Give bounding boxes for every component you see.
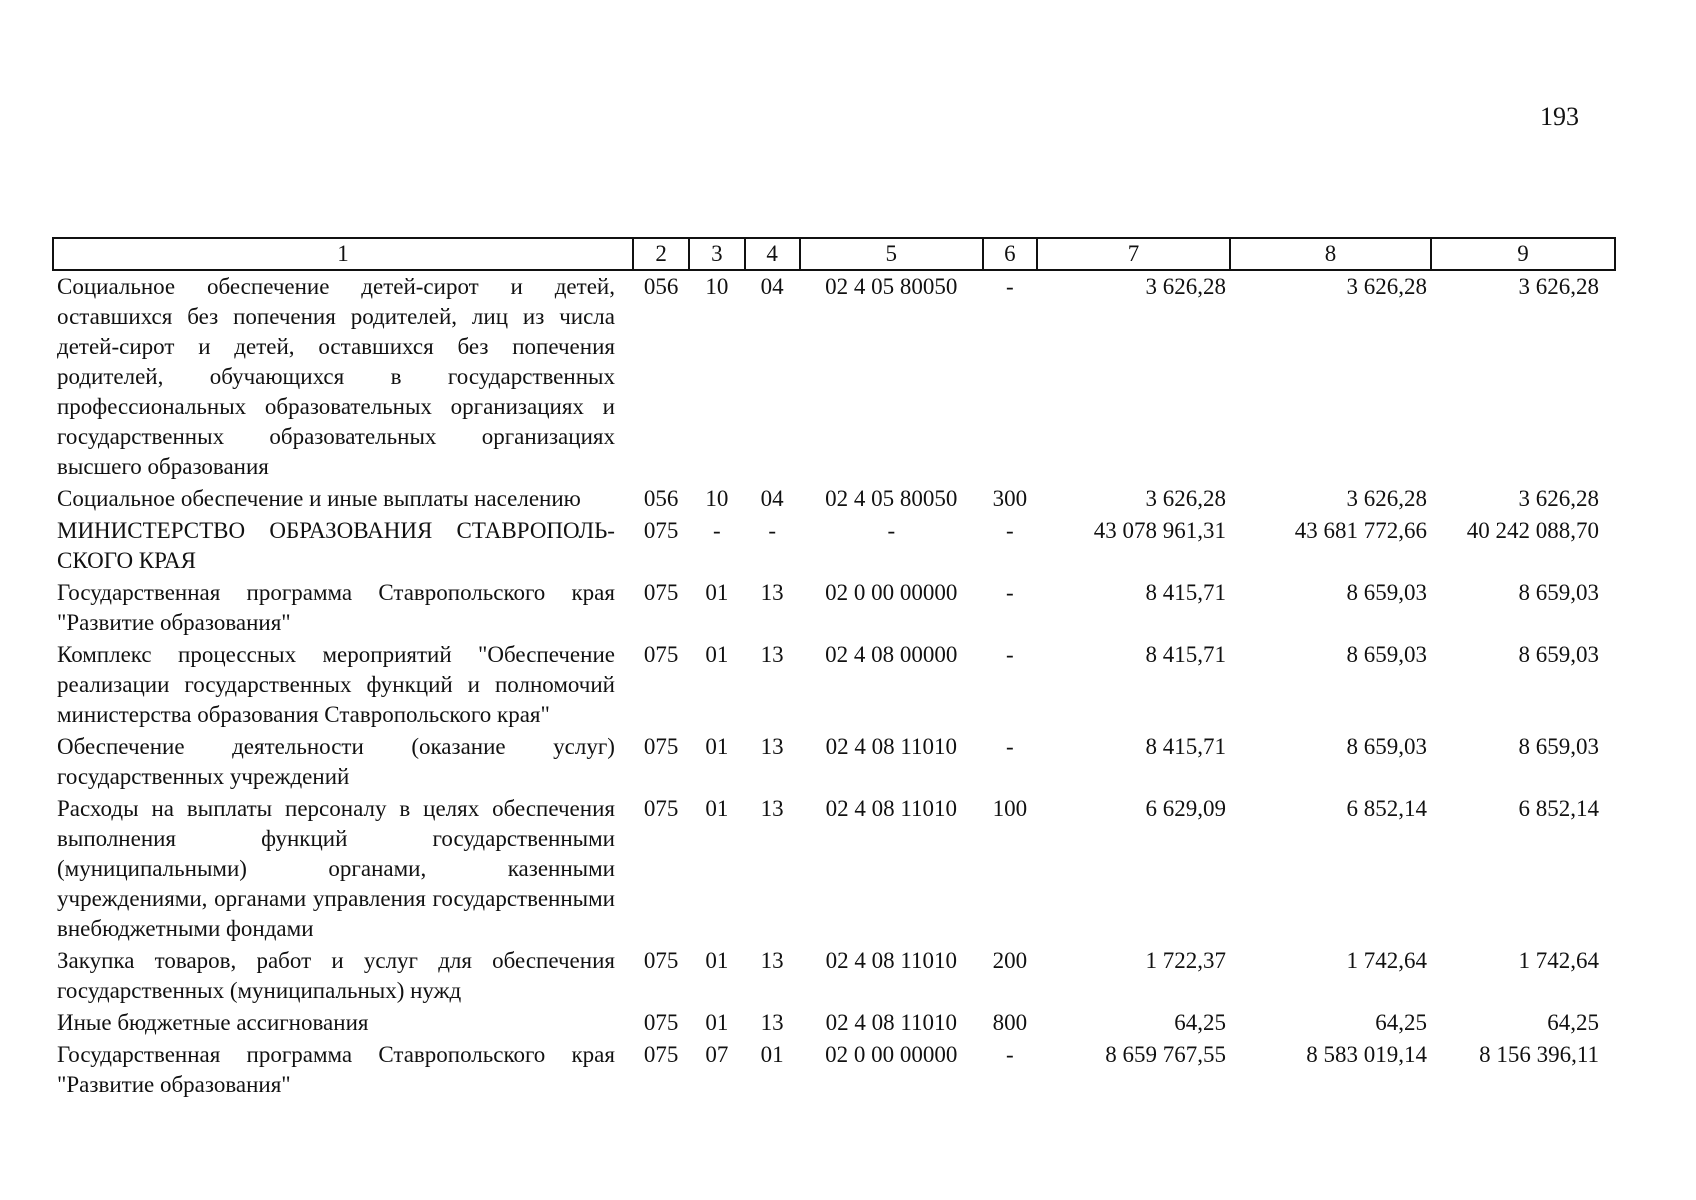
cell-col2: 056 bbox=[643, 486, 679, 511]
cell-col3: 01 bbox=[705, 734, 729, 759]
cell-col5: 02 0 00 00000 bbox=[825, 580, 958, 605]
cell-col9: 64,25 bbox=[1547, 1010, 1599, 1035]
cell-col3: - bbox=[713, 518, 721, 543]
cell-col2: 075 bbox=[643, 518, 679, 543]
cell-col9: 1 742,64 bbox=[1518, 948, 1599, 973]
cell-col3: 10 bbox=[705, 486, 729, 511]
column-header-8: 8 bbox=[1230, 238, 1431, 270]
cell-col4: 13 bbox=[760, 580, 784, 605]
column-header-4: 4 bbox=[745, 238, 800, 270]
table-row bbox=[53, 577, 1615, 639]
column-header-5: 5 bbox=[800, 238, 983, 270]
cell-col6: - bbox=[1006, 734, 1014, 759]
cell-col6: 100 bbox=[992, 796, 1028, 821]
cell-col2: 075 bbox=[643, 642, 679, 667]
cell-col2: 056 bbox=[643, 274, 679, 299]
cell-col9: 8 659,03 bbox=[1518, 642, 1599, 667]
cell-col6: - bbox=[1006, 1042, 1014, 1067]
cell-col7: 43 078 961,31 bbox=[1093, 518, 1226, 543]
cell-col7: 8 415,71 bbox=[1145, 642, 1226, 667]
row-name: Государственная программа Ставропольского края "Развитие образования" bbox=[57, 1042, 615, 1097]
cell-col5: 02 0 00 00000 bbox=[825, 1042, 958, 1067]
column-header-3: 3 bbox=[689, 238, 744, 270]
cell-col3: 01 bbox=[705, 796, 729, 821]
budget-table bbox=[52, 237, 1616, 1101]
row-name: Социальное обеспечение и иные выплаты населению bbox=[57, 486, 581, 511]
cell-col8: 6 852,14 bbox=[1346, 796, 1427, 821]
cell-col4: 13 bbox=[760, 642, 784, 667]
table-row bbox=[53, 483, 1615, 515]
table-row bbox=[53, 1007, 1615, 1039]
table-row bbox=[53, 945, 1615, 1007]
cell-col8: 8 583 019,14 bbox=[1306, 1042, 1427, 1067]
cell-col2: 075 bbox=[643, 948, 679, 973]
table-row bbox=[53, 639, 1615, 731]
column-header-2: 2 bbox=[633, 238, 689, 270]
cell-col9: 8 156 396,11 bbox=[1479, 1042, 1599, 1067]
cell-col8: 64,25 bbox=[1375, 1010, 1427, 1035]
row-name: Расходы на выплаты персоналу в целях обеспечения выполнения функций государственными (муниципальными) органами, казенными учреждениями, органами управления государственными внебюджетными фондами bbox=[57, 796, 615, 941]
cell-col3: 07 bbox=[705, 1042, 729, 1067]
cell-col6: - bbox=[1006, 518, 1014, 543]
cell-col5: - bbox=[887, 518, 896, 543]
cell-col8: 3 626,28 bbox=[1346, 274, 1427, 299]
cell-col6: 800 bbox=[992, 1010, 1028, 1035]
row-name: Социальное обеспечение детей-сирот и детей, оставшихся без попечения родителей, лиц из числа детей-сирот и детей, оставшихся без попечения родителей, обучающихся в государственных профессиональных образовательных организациях и государственных образовательных организациях высшего образования bbox=[57, 274, 615, 479]
row-name: Государственная программа Ставропольского края "Развитие образования" bbox=[57, 580, 615, 635]
table-row bbox=[53, 793, 1615, 945]
cell-col5: 02 4 08 11010 bbox=[825, 796, 957, 821]
cell-col4: - bbox=[768, 518, 776, 543]
cell-col8: 8 659,03 bbox=[1346, 734, 1427, 759]
cell-col4: 13 bbox=[760, 1010, 784, 1035]
row-name: Комплекс процессных мероприятий "Обеспечение реализации государственных функций и полномочий министерства образования Ставропольского края" bbox=[57, 642, 615, 727]
cell-col7: 8 659 767,55 bbox=[1105, 1042, 1226, 1067]
cell-col5: 02 4 05 80050 bbox=[825, 274, 958, 299]
column-header-6: 6 bbox=[983, 238, 1037, 270]
cell-col3: 01 bbox=[705, 580, 729, 605]
cell-col8: 3 626,28 bbox=[1346, 486, 1427, 511]
cell-col9: 3 626,28 bbox=[1518, 486, 1599, 511]
cell-col8: 8 659,03 bbox=[1346, 642, 1427, 667]
cell-col3: 01 bbox=[705, 642, 729, 667]
cell-col4: 13 bbox=[760, 948, 784, 973]
cell-col9: 8 659,03 bbox=[1518, 580, 1599, 605]
cell-col5: 02 4 08 11010 bbox=[825, 948, 957, 973]
column-header-9: 9 bbox=[1431, 238, 1615, 270]
cell-col4: 01 bbox=[760, 1042, 784, 1067]
table-row bbox=[53, 270, 1615, 483]
cell-col2: 075 bbox=[643, 1042, 679, 1067]
cell-col6: 200 bbox=[992, 948, 1028, 973]
cell-col9: 40 242 088,70 bbox=[1466, 518, 1599, 543]
row-name: Закупка товаров, работ и услуг для обеспечения государственных (муниципальных) нужд bbox=[57, 948, 615, 1003]
cell-col3: 01 bbox=[705, 948, 729, 973]
cell-col6: - bbox=[1006, 580, 1014, 605]
cell-col5: 02 4 05 80050 bbox=[825, 486, 958, 511]
cell-col7: 3 626,28 bbox=[1145, 274, 1226, 299]
page-number: 193 bbox=[1540, 102, 1579, 131]
cell-col9: 6 852,14 bbox=[1518, 796, 1599, 821]
cell-col7: 8 415,71 bbox=[1145, 580, 1226, 605]
cell-col9: 3 626,28 bbox=[1518, 274, 1599, 299]
cell-col6: - bbox=[1006, 274, 1014, 299]
cell-col5: 02 4 08 11010 bbox=[825, 734, 957, 759]
cell-col6: - bbox=[1006, 642, 1014, 667]
column-header-1: 1 bbox=[53, 238, 633, 270]
cell-col7: 3 626,28 bbox=[1145, 486, 1226, 511]
table-row bbox=[53, 1039, 1615, 1101]
cell-col5: 02 4 08 00000 bbox=[825, 642, 958, 667]
cell-col4: 13 bbox=[760, 734, 784, 759]
cell-col2: 075 bbox=[643, 796, 679, 821]
cell-col4: 13 bbox=[760, 796, 784, 821]
cell-col8: 8 659,03 bbox=[1346, 580, 1427, 605]
table-row bbox=[53, 515, 1615, 577]
cell-col6: 300 bbox=[992, 486, 1028, 511]
row-name: Обеспечение деятельности (оказание услуг) государственных учреждений bbox=[57, 734, 615, 789]
header-row bbox=[53, 238, 1615, 270]
column-header-7: 7 bbox=[1037, 238, 1230, 270]
cell-col3: 01 bbox=[705, 1010, 729, 1035]
table-body bbox=[53, 270, 1615, 1101]
cell-col7: 64,25 bbox=[1174, 1010, 1226, 1035]
cell-col2: 075 bbox=[643, 580, 679, 605]
cell-col2: 075 bbox=[643, 734, 679, 759]
cell-col2: 075 bbox=[643, 1010, 679, 1035]
cell-col4: 04 bbox=[760, 486, 784, 511]
cell-col7: 1 722,37 bbox=[1145, 948, 1226, 973]
cell-col7: 6 629,09 bbox=[1145, 796, 1226, 821]
cell-col4: 04 bbox=[760, 274, 784, 299]
row-name: Иные бюджетные ассигнования bbox=[57, 1010, 369, 1035]
cell-col8: 1 742,64 bbox=[1346, 948, 1427, 973]
cell-col3: 10 bbox=[705, 274, 729, 299]
cell-col8: 43 681 772,66 bbox=[1294, 518, 1427, 543]
cell-col9: 8 659,03 bbox=[1518, 734, 1599, 759]
cell-col7: 8 415,71 bbox=[1145, 734, 1226, 759]
cell-col5: 02 4 08 11010 bbox=[825, 1010, 957, 1035]
table-row bbox=[53, 731, 1615, 793]
row-name: МИНИСТЕРСТВО ОБРАЗОВАНИЯ СТАВРОПОЛЬ-СКОГО КРАЯ bbox=[57, 518, 615, 573]
